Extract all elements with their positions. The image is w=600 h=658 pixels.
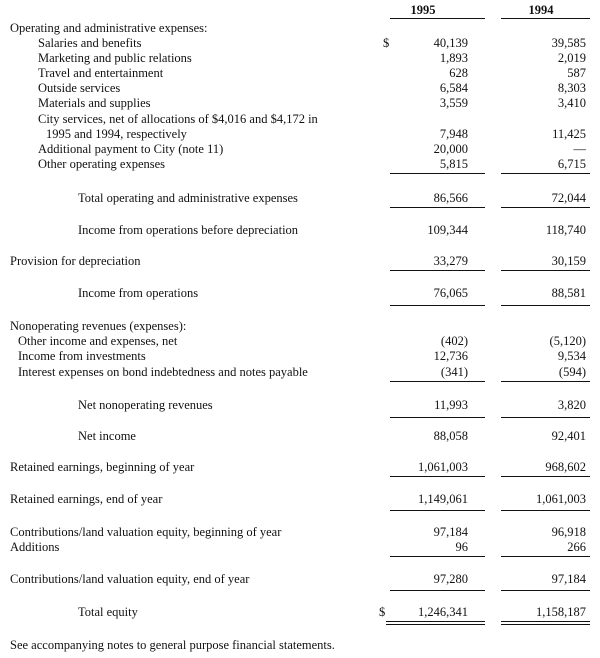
value-1994: 1,158,187: [536, 605, 586, 619]
table-row: [0, 126, 600, 142]
total-operating-row: [0, 190, 600, 206]
section-label: Nonoperating revenues (expenses):: [10, 319, 187, 333]
row-label: Marketing and public relations: [38, 51, 192, 65]
table-row: [0, 141, 600, 157]
column-header-row: [0, 2, 600, 18]
table-row: [0, 364, 600, 380]
value-1995: 76,065: [433, 286, 468, 300]
retained-earnings-end-row: [0, 491, 600, 507]
value-1994: 8,303: [557, 81, 586, 95]
table-row: [0, 333, 600, 349]
subtotal-rule: [501, 305, 590, 306]
row-label: Travel and entertainment: [38, 66, 164, 80]
subtotal-rule: [390, 510, 485, 511]
table-row: [0, 50, 600, 66]
table-row: [0, 348, 600, 364]
value-1995: (402): [440, 334, 468, 348]
value-1994: —: [573, 142, 586, 156]
value-1994: 92,401: [551, 429, 586, 443]
value-1995: 5,815: [439, 157, 468, 171]
row-label: Net nonoperating revenues: [78, 398, 213, 412]
value-1995: 628: [449, 66, 468, 80]
net-income-row: [0, 428, 600, 444]
table-row: [0, 65, 600, 81]
value-1994: 2,019: [557, 51, 586, 65]
value-1995: 6,584: [439, 81, 468, 95]
net-nonoperating-row: [0, 397, 600, 413]
table-row: [0, 35, 600, 51]
column-header-1994: 1994: [528, 3, 554, 17]
row-label: Interest expenses on bond indebtedness and notes payable: [18, 365, 308, 379]
value-1995: 109,344: [427, 223, 468, 237]
header-rule: [390, 18, 485, 19]
row-label: Outside services: [38, 81, 121, 95]
row-label: Total operating and administrative expenses: [78, 191, 298, 205]
value-1994: 6,715: [557, 157, 586, 171]
table-row: [0, 95, 600, 111]
row-label: Other income and expenses, net: [18, 334, 178, 348]
value-1994: (5,120): [549, 334, 586, 348]
double-rule: [386, 621, 485, 625]
row-label: 1995 and 1994, respectively: [46, 127, 187, 141]
value-1994: 97,184: [551, 572, 586, 586]
contributions-end-row: [0, 571, 600, 587]
footnote: See accompanying notes to general purpose financial statements.: [10, 638, 335, 652]
row-label: Additions: [10, 540, 60, 554]
value-1995: 3,559: [439, 96, 468, 110]
operating-section-header: [0, 20, 600, 36]
table-row: [0, 156, 600, 172]
value-1994: 11,425: [552, 127, 586, 141]
contributions-begin-row: [0, 524, 600, 540]
row-label: Income from operations: [78, 286, 199, 300]
value-1995: 86,566: [433, 191, 468, 205]
value-1994: 1,061,003: [536, 492, 586, 506]
section-label: Operating and administrative expenses:: [10, 21, 208, 35]
value-1995: 97,184: [433, 525, 468, 539]
header-rule: [501, 18, 590, 19]
row-label: Retained earnings, end of year: [10, 492, 163, 506]
value-1994: 587: [567, 66, 586, 80]
value-1994: 3,820: [557, 398, 586, 412]
value-1995: 1,893: [439, 51, 468, 65]
subtotal-rule: [390, 476, 485, 477]
row-label: Provision for depreciation: [10, 254, 141, 268]
double-rule: [501, 621, 590, 625]
value-1995: 33,279: [433, 254, 468, 268]
value-1994: 3,410: [557, 96, 586, 110]
subtotal-rule: [390, 590, 485, 591]
value-1995: 1,246,341: [418, 605, 468, 619]
row-label: Salaries and benefits: [38, 36, 142, 50]
additions-row: [0, 539, 600, 555]
currency-symbol: $: [379, 605, 386, 619]
value-1995: (341): [440, 365, 468, 379]
table-row: [0, 111, 600, 127]
value-1994: 72,044: [551, 191, 586, 205]
subtotal-rule: [501, 270, 590, 271]
value-1995: 97,280: [433, 572, 468, 586]
row-label: Total equity: [78, 605, 138, 619]
subtotal-rule: [390, 270, 485, 271]
value-1995: 96: [455, 540, 468, 554]
subtotal-rule: [501, 590, 590, 591]
income-from-operations-row: [0, 285, 600, 301]
column-header-1995: 1995: [410, 3, 436, 17]
subtotal-rule: [390, 556, 485, 557]
value-1994: 266: [567, 540, 586, 554]
row-label: City services, net of allocations of $4,016 and $4,172 in: [38, 112, 318, 126]
value-1994: 118,740: [545, 223, 586, 237]
row-label: Income from operations before depreciation: [78, 223, 299, 237]
value-1994: (594): [558, 365, 586, 379]
subtotal-rule: [390, 381, 485, 382]
row-label: Retained earnings, beginning of year: [10, 460, 195, 474]
subtotal-rule: [501, 417, 590, 418]
income-before-depreciation-row: [0, 222, 600, 238]
value-1995: 12,736: [433, 349, 468, 363]
row-label: Additional payment to City (note 11): [38, 142, 224, 156]
retained-earnings-begin-row: [0, 459, 600, 475]
subtotal-rule: [390, 305, 485, 306]
subtotal-rule: [501, 207, 590, 208]
currency-symbol: $: [383, 36, 390, 50]
subtotal-rule: [501, 381, 590, 382]
value-1995: 1,061,003: [418, 460, 468, 474]
subtotal-rule: [501, 476, 590, 477]
subtotal-rule: [390, 207, 485, 208]
row-label: Net income: [78, 429, 136, 443]
value-1995: 88,058: [433, 429, 468, 443]
table-row: [0, 80, 600, 96]
value-1994: 30,159: [551, 254, 586, 268]
value-1995: 20,000: [433, 142, 468, 156]
row-label: Materials and supplies: [38, 96, 151, 110]
value-1994: 88,581: [551, 286, 586, 300]
row-label: Contributions/land valuation equity, beginning of year: [10, 525, 282, 539]
row-label: Contributions/land valuation equity, end of year: [10, 572, 250, 586]
value-1995: 1,149,061: [418, 492, 468, 506]
value-1995: 11,993: [434, 398, 468, 412]
value-1994: 968,602: [545, 460, 586, 474]
subtotal-rule: [501, 510, 590, 511]
subtotal-rule: [390, 417, 485, 418]
row-label: Income from investments: [18, 349, 146, 363]
value-1995: 40,139: [433, 36, 468, 50]
subtotal-rule: [501, 173, 590, 174]
subtotal-rule: [501, 556, 590, 557]
nonoperating-section-header: [0, 318, 600, 334]
depreciation-row: [0, 253, 600, 269]
value-1994: 9,534: [557, 349, 586, 363]
value-1995: 7,948: [439, 127, 468, 141]
subtotal-rule: [390, 173, 485, 174]
row-label: Other operating expenses: [38, 157, 166, 171]
value-1994: 39,585: [551, 36, 586, 50]
value-1994: 96,918: [551, 525, 586, 539]
total-equity-row: [0, 604, 600, 620]
